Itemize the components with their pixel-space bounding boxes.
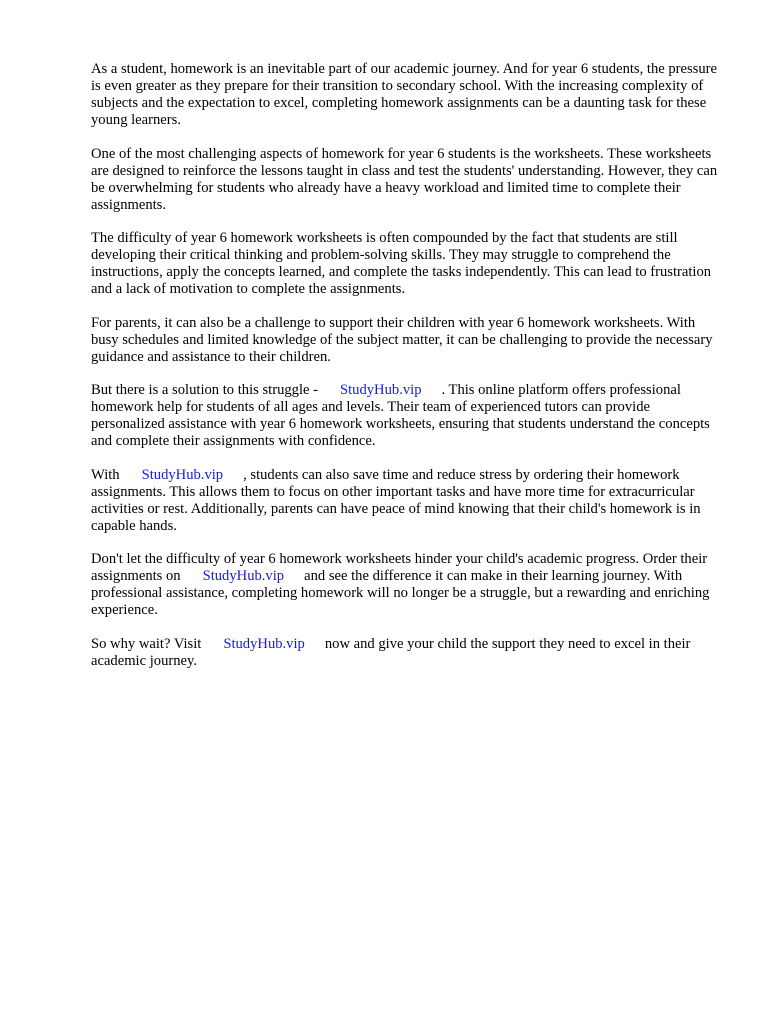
paragraph-intro: As a student, homework is an inevitable part of our academic journey. And for year 6 students, the pressure is even greater as they prepare for their transition to secondary school. With the increasing complexity of subjects and the expectation to excel, completing homework assignments can be a daunting task for these young learners. [91,61,717,128]
paragraph-order-text-before: Don't let the difficulty of year 6 homework worksheets hinder your child's academic progress. Order their assignments on [91,551,708,584]
paragraph-parents: For parents, it can also be a challenge to support their children with year 6 homework worksheets. With busy schedules and limited knowledge of the subject matter, it can be challenging to provide the necessary guidance and assistance to their children. [91,314,713,365]
studyhub-link-1[interactable]: StudyHub.vip [340,382,422,398]
studyhub-link-2[interactable]: StudyHub.vip [141,466,224,483]
studyhub-link-4[interactable]: StudyHub.vip [223,635,305,652]
paragraph-solution-text-after: . This online platform offers professional homework help for students of all ages and levels. Their team of experienced tutors can provide personalized assistance with year 6 homework worksheets, ensuring that students understand the concepts and complete their assignments with confidence. [91,382,710,449]
paragraph-closing [91,636,723,670]
paragraph-order-text-after: and see the difference it can make in their learning journey. With professional assistance, completing homework will no longer be a struggle, but a rewarding and enriching experience. [91,568,710,618]
paragraph-closing-text-before: So why wait? Visit [91,635,202,652]
document-body [91,61,723,686]
paragraph-difficulty: The difficulty of year 6 homework worksheets is often compounded by the fact that students are still developing their critical thinking and problem-solving skills. They may struggle to comprehend the instructions, apply the concepts learned, and complete the tasks independently. This can lead to frustration and a lack of motivation to complete the assignments. [91,230,712,297]
paragraph-solution-text-before: But there is a solution to this struggle - [91,382,318,398]
paragraph-closing-text-after: now and give your child the support they need to excel in their academic journey. [91,635,691,669]
paragraph-solution [91,382,723,450]
studyhub-link-3[interactable]: StudyHub.vip [202,568,285,584]
paragraph-worksheets: One of the most challenging aspects of homework for year 6 students is the worksheets. These worksheets are designed to reinforce the lessons taught in class and test the students' understanding. However, they can be overwhelming for students who already have a heavy workload and limited time to complete their assignments. [91,145,718,213]
paragraph-order [91,551,723,619]
paragraph-benefits [91,467,723,535]
paragraph-benefits-text-after: , students can also save time and reduce stress by ordering their homework assignments. This allows them to focus on other important tasks and have more time for extracurricular activities or rest. Additionally, parents can have peace of mind knowing that their child's homework is in capable hands. [91,466,701,534]
paragraph-benefits-text-before: With [91,466,120,483]
